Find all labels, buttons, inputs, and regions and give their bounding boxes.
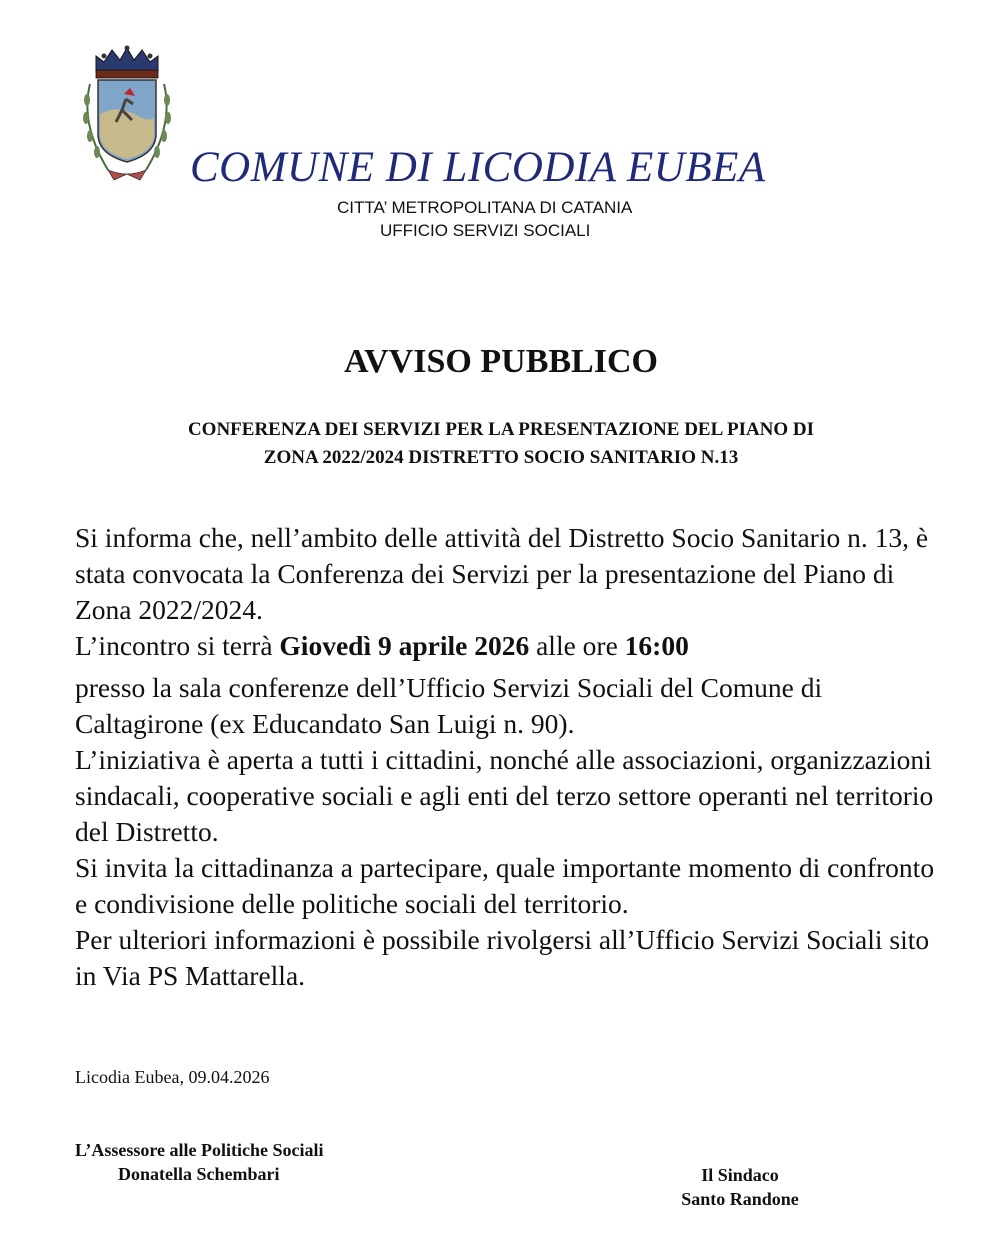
info-paragraph: Per ulteriori informazioni è possibile rivolgersi all’Ufficio Servizi Sociali sito in Via PS Mattarella. <box>75 924 930 991</box>
assessor-name: Donatella Schembari <box>118 1164 280 1184</box>
mayor-name: Santo Randone <box>681 1189 799 1209</box>
meeting-time: 16:00 <box>624 630 689 661</box>
mayor-title: Il Sindaco <box>701 1165 779 1185</box>
meeting-prefix: L’incontro si terrà <box>75 630 280 661</box>
metropolitan-city-subtitle: CITTA’ METROPOLITANA DI CATANIA <box>337 198 633 217</box>
assessor-signature <box>75 1138 323 1186</box>
coat-of-arms-icon <box>78 44 176 182</box>
meeting-mid: alle ore <box>529 630 625 661</box>
mayor-signature <box>660 1163 820 1211</box>
municipality-title: COMUNE DI LICODIA EUBEA <box>190 144 766 191</box>
invitation-paragraph: Si invita la cittadinanza a partecipare, quale importante momento di confronto e condivisione delle politiche sociali del territorio. <box>75 852 935 919</box>
office-subtitle: UFFICIO SERVIZI SOCIALI <box>380 221 591 240</box>
assessor-title: L’Assessore alle Politiche Sociali <box>75 1140 324 1160</box>
intro-paragraph: Si informa che, nell’ambito delle attività del Distretto Socio Sanitario n. 13, è stata convocata la Conferenza dei Servizi per la presentazione del Piano di Zona 2022/2024. <box>75 522 929 625</box>
notice-heading: AVVISO PUBBLICO <box>344 343 658 380</box>
notice-subject <box>60 416 942 472</box>
openness-paragraph: L’iniziativa è aperta a tutti i cittadini, nonché alle associazioni, organizzazioni sindacali, cooperative sociali e agli enti del terzo settore operanti nel territorio del Distretto. <box>75 744 934 847</box>
location-paragraph: presso la sala conferenze dell’Ufficio Servizi Sociali del Comune di Caltagirone (ex Educandato San Luigi n. 90). <box>75 672 823 739</box>
notice-body <box>75 520 945 994</box>
subject-line-1: CONFERENZA DEI SERVIZI PER LA PRESENTAZIONE DEL PIANO DI <box>187 419 815 440</box>
place-date: Licodia Eubea, 09.04.2026 <box>75 1067 270 1087</box>
meeting-paragraph <box>75 628 945 664</box>
subject-line-2: ZONA 2022/2024 DISTRETTO SOCIO SANITARIO N.13 <box>263 447 739 468</box>
meeting-date: Giovedì 9 aprile 2026 <box>279 630 530 661</box>
